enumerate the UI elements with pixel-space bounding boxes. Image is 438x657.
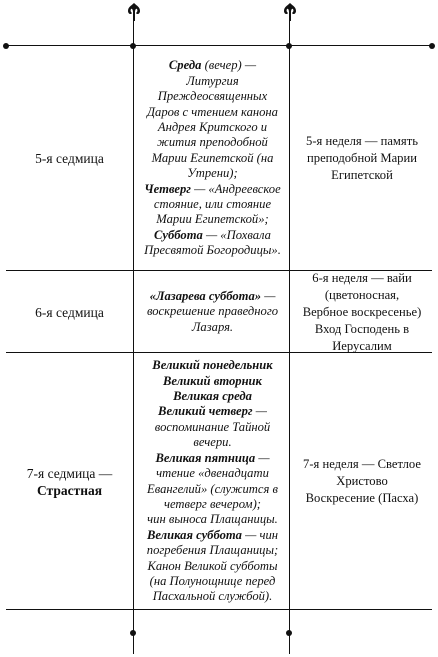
sunday-lines (306, 133, 418, 184)
service-description: (вечер) — (201, 58, 257, 73)
column-divider (289, 14, 290, 654)
service-description: Преждеосвященных (157, 89, 268, 104)
service-line (147, 451, 278, 466)
service-description: Литургия (186, 73, 239, 88)
service-line (144, 105, 281, 120)
service-day-name: Среда (168, 58, 202, 73)
service-line (147, 289, 278, 304)
service-line (144, 197, 281, 212)
sunday-line: Вербное воскресенье) (302, 304, 422, 319)
bullet-dot (286, 630, 292, 636)
service-description: Марии Египетской»; (156, 212, 269, 227)
sunday-cell (292, 272, 432, 352)
service-description: чин выноса Плащаницы. (147, 512, 278, 527)
service-line (144, 151, 281, 166)
service-line (144, 58, 281, 73)
service-line (144, 74, 281, 89)
service-day-name: Суббота (154, 227, 203, 242)
fleuron-ornament-icon (126, 2, 142, 22)
sunday-line: преподобной Марии (307, 151, 417, 165)
table-top-rule (6, 45, 432, 46)
service-line (147, 543, 278, 558)
services-cell (136, 47, 289, 270)
service-description: — чин (241, 527, 279, 542)
service-day-name: Четверг (144, 181, 191, 196)
service-line (144, 182, 281, 197)
week-cell (6, 47, 133, 270)
service-description: Пресвятой Богородицы». (144, 243, 281, 258)
service-description: Марии Египетской (на (151, 150, 274, 165)
sunday-line: Вход Господень в (314, 321, 410, 336)
service-line (147, 528, 278, 543)
week-label: 7-я седмица — (26, 465, 113, 481)
row-divider (6, 609, 432, 610)
week-label-strong: Страстная (36, 482, 103, 498)
service-line (144, 135, 281, 150)
service-line (144, 120, 281, 135)
service-day-name: Великая пятница (155, 450, 256, 465)
sunday-cell (292, 354, 432, 609)
services-list (144, 58, 281, 258)
service-line (147, 589, 278, 604)
services-cell (136, 272, 289, 352)
service-description: Лазаря. (191, 319, 234, 334)
sunday-line: 5-я неделя — память (306, 134, 418, 148)
service-line (147, 404, 278, 419)
sunday-lines (303, 270, 422, 355)
service-line (147, 512, 278, 527)
service-day-name: Великая среда (173, 389, 252, 404)
services-list (147, 358, 278, 605)
fleuron-ornament-icon (282, 2, 298, 22)
service-line (147, 420, 278, 435)
service-description: жития преподобной (157, 135, 268, 150)
sunday-line: Воскресение (Пасха) (305, 491, 419, 505)
service-day-name: «Лазарева суббота» (149, 288, 262, 303)
week-label: 6-я седмица (35, 304, 104, 320)
sunday-line: (цветоносная, (324, 287, 400, 302)
service-day-name: Великий понедельник (152, 358, 273, 373)
service-line (147, 482, 278, 497)
sunday-line: Египетской (331, 168, 393, 182)
service-line (147, 358, 278, 373)
service-description: Евангелий» (служится в (147, 481, 278, 496)
service-day-name: Великий четверг (158, 404, 253, 419)
service-description: воскрешение праведного (146, 304, 279, 319)
service-description: Даров с чтением канона (147, 104, 278, 119)
service-description: вечери. (193, 435, 232, 450)
service-description: воспоминание Тайной (154, 419, 271, 434)
service-line (147, 435, 278, 450)
service-line (144, 228, 281, 243)
column-divider (133, 14, 134, 654)
service-line (144, 212, 281, 227)
service-description: чтение «двенадцати (156, 466, 269, 481)
week-label: 5-я седмица (35, 151, 104, 166)
service-description: Андрея Критского и (157, 119, 268, 134)
service-description: — «Похвала (202, 227, 271, 242)
service-description: Пасхальной службой). (152, 589, 273, 604)
service-description: стояние, или стояние (153, 197, 272, 212)
service-line (147, 559, 278, 574)
services-list (147, 289, 278, 335)
service-line (144, 89, 281, 104)
service-description: погребения Плащаницы; (146, 543, 279, 558)
service-description: — (252, 404, 267, 419)
sunday-cell (292, 47, 432, 270)
week-cell (6, 272, 133, 352)
sunday-lines (303, 456, 421, 507)
service-day-name: Великий вторник (163, 373, 262, 388)
service-line (147, 389, 278, 404)
bullet-dot (130, 630, 136, 636)
service-description: четверг вечером); (164, 496, 261, 511)
service-day-name: Великая суббота (146, 527, 242, 542)
service-description: — (261, 288, 276, 303)
service-description: Утрени); (187, 166, 238, 181)
service-line (147, 466, 278, 481)
service-line (147, 574, 278, 589)
week-cell (6, 354, 133, 609)
service-line (147, 304, 278, 319)
sunday-line: 7-я неделя — Светлое (303, 457, 421, 471)
service-description: — (255, 450, 270, 465)
service-line (147, 497, 278, 512)
sunday-line: 6-я неделя — вайи (312, 270, 412, 285)
service-description: (на Полунощнице перед (149, 573, 276, 588)
services-cell (136, 354, 289, 609)
service-line (144, 166, 281, 181)
sunday-line: Иерусалим (332, 338, 392, 353)
service-description: Канон Великой субботы (147, 558, 278, 573)
service-line (144, 243, 281, 258)
service-description: — «Андреевское (190, 181, 281, 196)
service-line (147, 320, 278, 335)
sunday-line: Христово (336, 474, 388, 488)
service-line (147, 374, 278, 389)
